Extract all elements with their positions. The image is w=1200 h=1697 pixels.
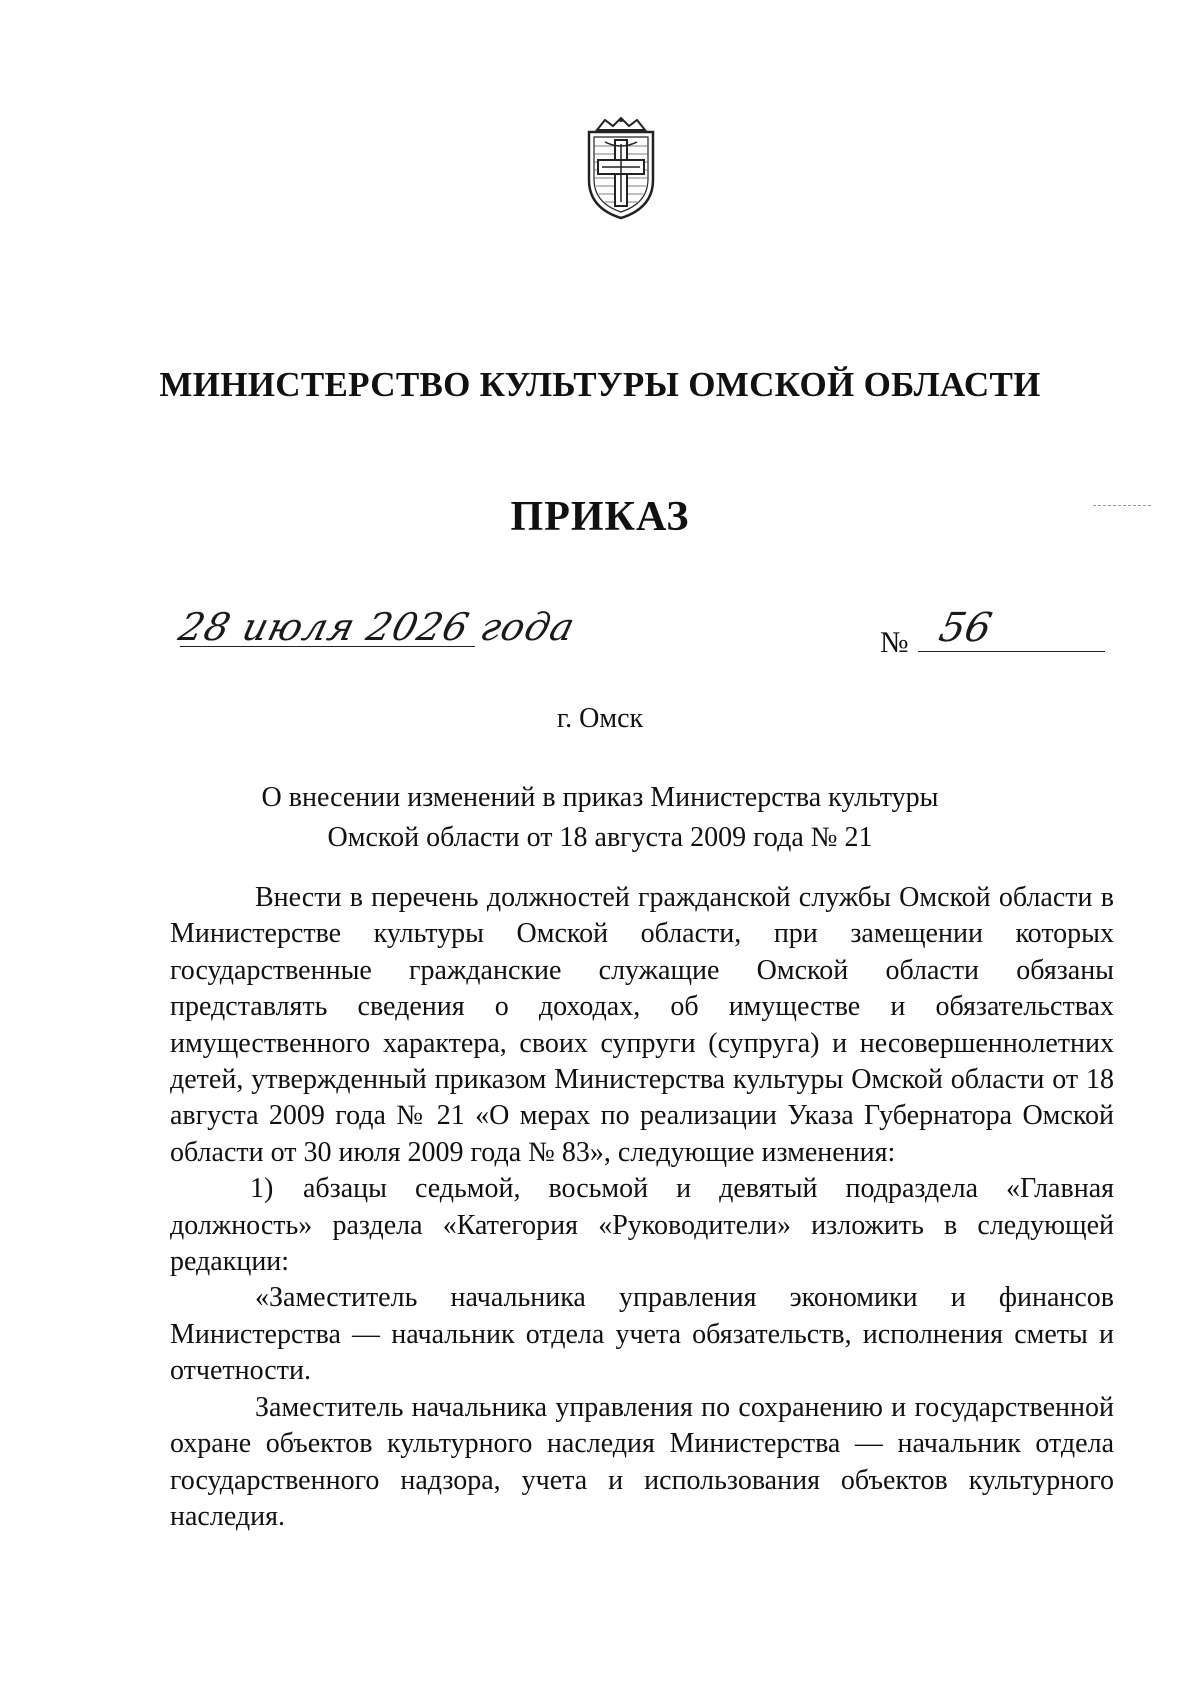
order-subject [0, 778, 1200, 858]
city-name: г. Омск [556, 703, 644, 734]
document-type-title: ПРИКАЗ [510, 494, 690, 540]
number-underline [918, 651, 1105, 652]
deputy-paragraph-2: Заместитель начальника управления по сохранению и государственной охране объектов культурного наследия Министерства — начальник отдела государственного надзора, учета и использования объектов культурного наследия. [170, 1391, 1114, 1532]
subject-line-2: Омской области от 18 августа 2009 года № 21 [327, 822, 873, 853]
scan-artifact [1093, 505, 1151, 509]
intro-paragraph: Внести в перечень должностей гражданской службы Омской области в Министерстве культуры Омской области, при замещении которых государственные гражданские служащие Омской области обязаны представлять сведения о доходах, об имуществе и обязательствах имущественного характера, своих супруги (супруга) и несовершеннолетних детей, утвержденный приказом Министерства культуры Омской области от 18 августа 2009 года № 21 «О мерах по реализации Указа Губернатора Омской области от 30 июля 2009 года № 83», следующие изменения: [170, 882, 1114, 1168]
deputy-paragraph-1: «Заместитель начальника управления экономики и финансов Министерства — начальник отдела учета обязательств, исполнения сметы и отчетности. [170, 1282, 1114, 1387]
date-underline [180, 646, 475, 647]
list-item-number: 1) [250, 1173, 274, 1205]
ministry-name: МИНИСТЕРСТВО КУЛЬТУРЫ ОМСКОЙ ОБЛАСТИ [159, 365, 1041, 404]
order-number-label: № [880, 626, 909, 659]
order-number-handwritten: 56 [935, 605, 996, 651]
list-item-1 [170, 1171, 1114, 1280]
subject-line-1: О внесении изменений в приказ Министерства культуры [261, 782, 939, 813]
order-body [170, 880, 1114, 1535]
order-date-handwritten: 28 июля 2026 года [174, 605, 580, 649]
coat-of-arms-icon [575, 116, 667, 220]
list-item-text: абзацы седьмой, восьмой и девятый подраздела «Главная должность» раздела «Категория «Руководители» изложить в следующей редакции: [170, 1173, 1114, 1278]
